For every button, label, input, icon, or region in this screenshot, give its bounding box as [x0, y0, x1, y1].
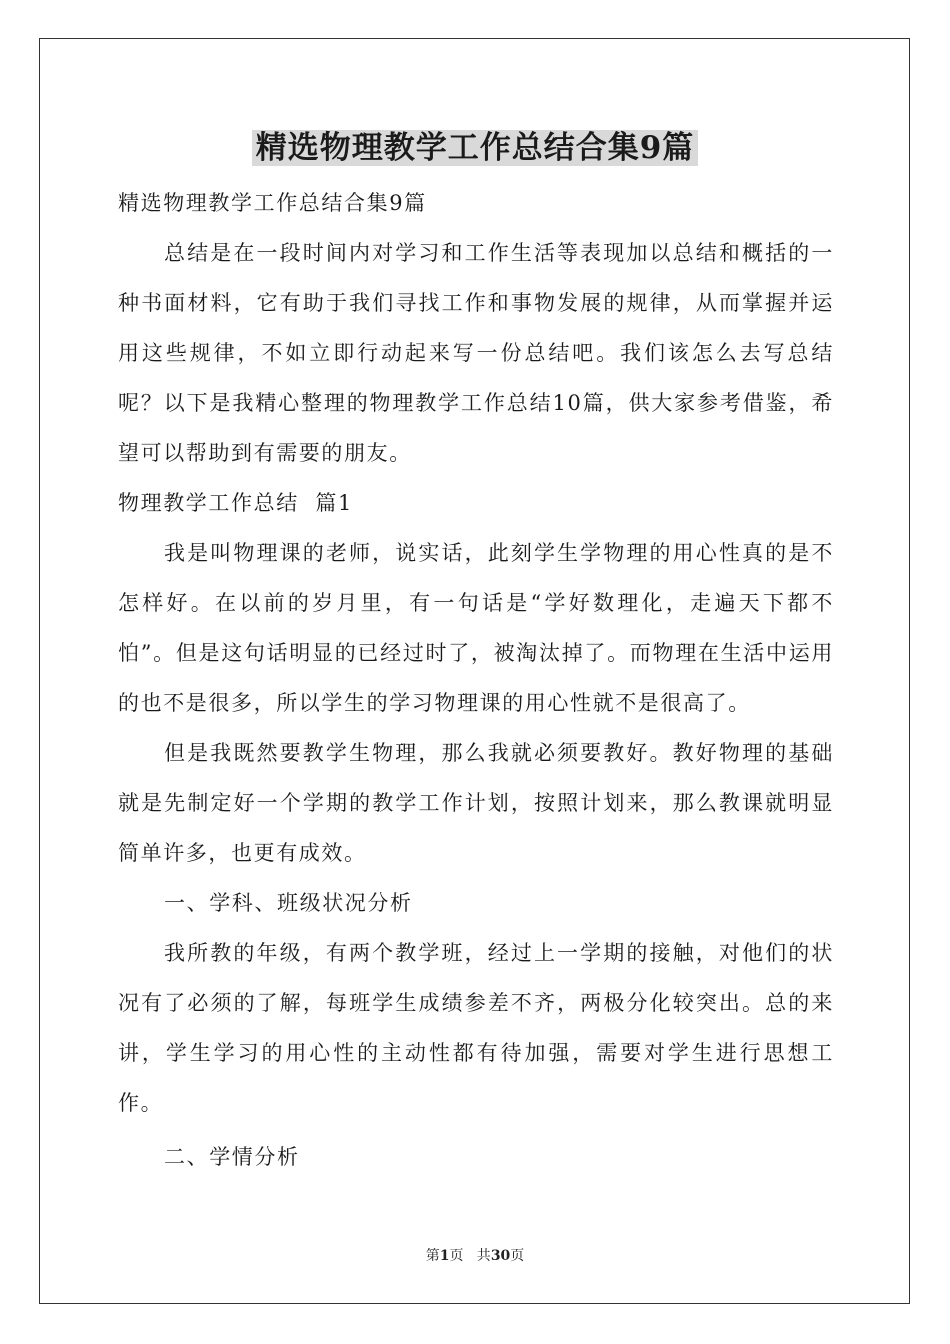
- footer-page-prefix: 第: [425, 1248, 440, 1264]
- footer-page-total: 30: [490, 1248, 511, 1264]
- document-body: [118, 178, 834, 1182]
- document-title: [0, 126, 950, 170]
- page-footer: [0, 1246, 950, 1266]
- document-title-text: 精选物理教学工作总结合集9篇: [252, 130, 699, 166]
- footer-page-mid: 页 共: [449, 1248, 491, 1264]
- paragraph-1: 我是叫物理课的老师，说实话，此刻学生学物理的用心性真的是不怎样好。在以前的岁月里，有一句话是“学好数理化，走遍天下都不怕”。但是这句话明显的已经过时了，被淘汰掉了。而物理在生活中运用的也不是很多，所以学生的学习物理课的用心性就不是很高了。: [118, 541, 834, 715]
- subtitle-line: 精选物理教学工作总结合集9篇: [118, 191, 427, 215]
- intro-paragraph: 总结是在一段时间内对学习和工作生活等表现加以总结和概括的一种书面材料，它有助于我们寻找工作和事物发展的规律，从而掌握并运用这些规律，不如立即行动起来写一份总结吧。我们该怎么去写总结呢？以下是我精心整理的物理教学工作总结10篇，供大家参考借鉴，希望可以帮助到有需要的朋友。: [118, 241, 834, 465]
- footer-page-suffix: 页: [510, 1248, 525, 1264]
- footer-page-current: 1: [439, 1248, 450, 1264]
- subheading-2: 二、学情分析: [164, 1145, 300, 1169]
- paragraph-2: 但是我既然要教学生物理，那么我就必须要教好。教好物理的基础就是先制定好一个学期的教学工作计划，按照计划来，那么教课就明显简单许多，也更有成效。: [118, 741, 834, 865]
- paragraph-3: 我所教的年级，有两个教学班，经过上一学期的接触，对他们的状况有了必须的了解，每班学生成绩参差不齐，两极分化较突出。总的来讲，学生学习的用心性的主动性都有待加强，需要对学生进行思想工作。: [118, 941, 834, 1115]
- section-heading: 物理教学工作总结 篇1: [118, 491, 353, 515]
- subheading-1: 一、学科、班级状况分析: [164, 891, 413, 915]
